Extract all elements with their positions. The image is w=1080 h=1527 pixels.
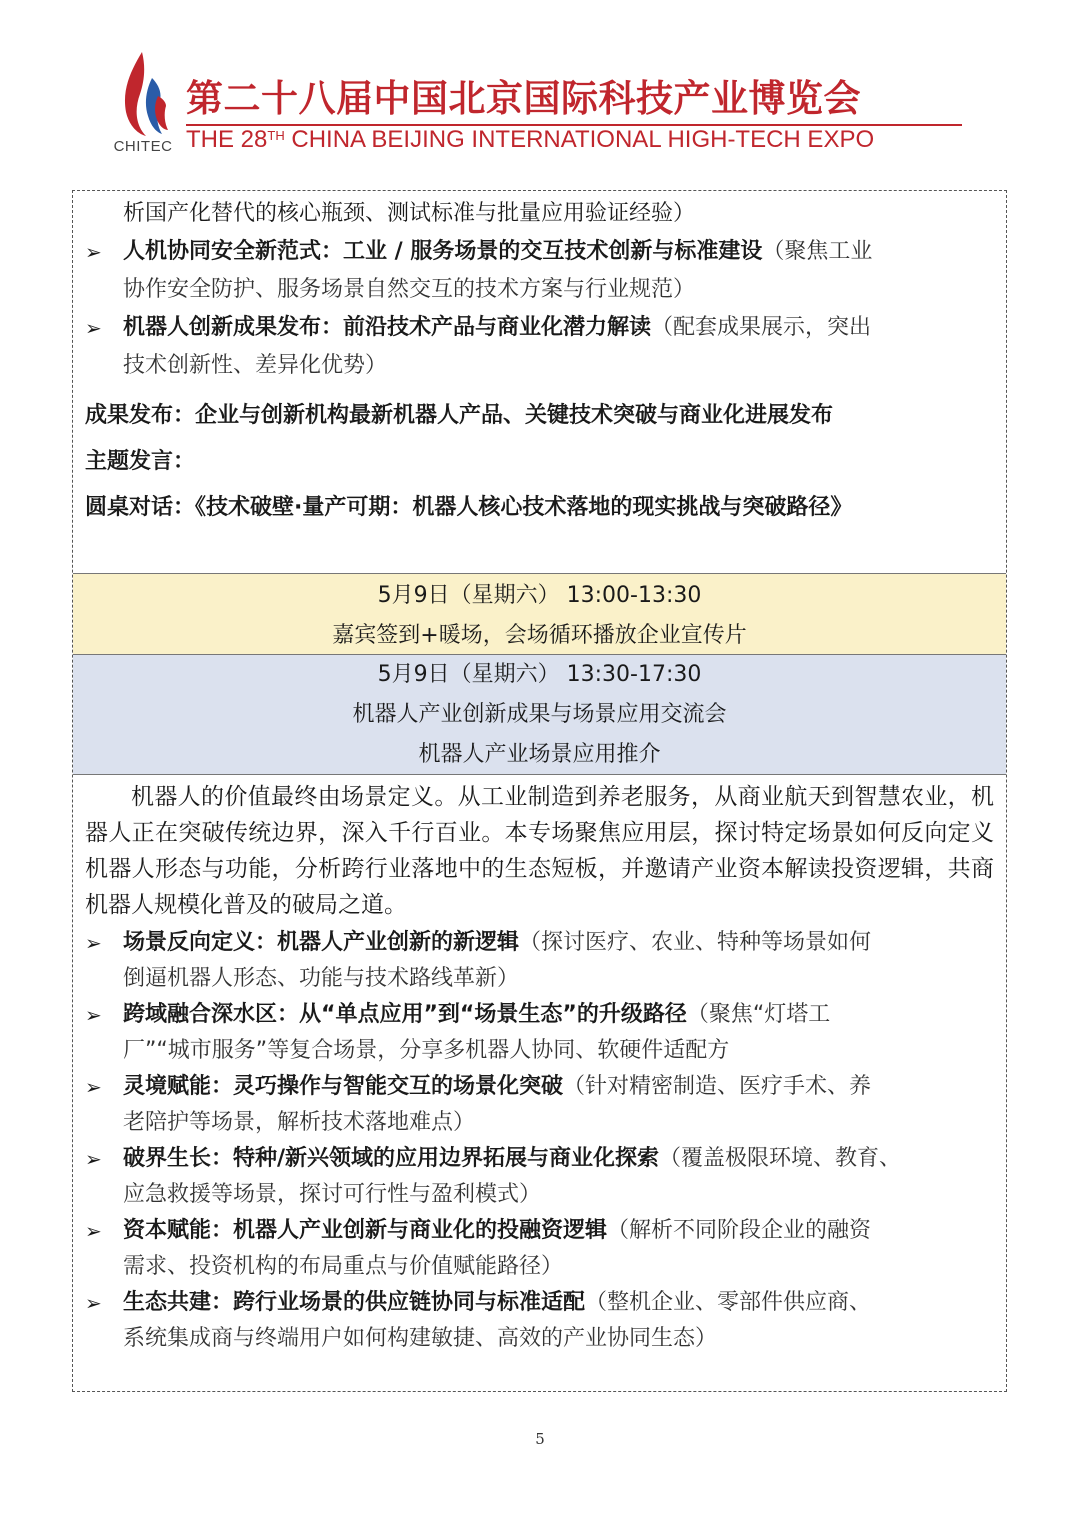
list-item: ➢ 资本赋能：机器人产业创新与商业化的投融资逻辑（解析不同阶段企业的融资 需求、投资机构的布局重点与价值赋能路径） (85, 1213, 994, 1285)
time-slot-exchange (73, 655, 1006, 775)
agenda-section-technology (73, 191, 1006, 573)
arrow-bullet-icon: ➢ (85, 1219, 102, 1243)
arrow-bullet-icon: ➢ (85, 1291, 102, 1315)
page-header (0, 0, 1080, 180)
chitec-logo (112, 50, 174, 162)
date-time: 5月9日（星期六） 13:30-17:30 (377, 662, 702, 687)
results-release-line: 成果发布：企业与创新机构最新机器人产品、关键技术突破与商业化进展发布 (85, 403, 834, 428)
roundtable-line: 圆桌对话：《技术破壁·量产可期：机器人核心技术落地的现实挑战与突破路径》 (85, 495, 853, 520)
arrow-bullet-icon: ➢ (85, 316, 102, 340)
arrow-bullet-icon: ➢ (85, 931, 102, 955)
continued-line: 析国产化替代的核心瓶颈、测试标准与批量应用验证经验） (123, 201, 696, 226)
list-item: ➢ 生态共建：跨行业场景的供应链协同与标准适配（整机企业、零部件供应商、 系统集成商与终端用户如何构建敏捷、高效的产业协同生态） (85, 1285, 994, 1357)
expo-title-english: THE 28TH CHINA BEIJING INTERNATIONAL HIGH-TECH EXPO (186, 126, 875, 153)
page-number: 5 (535, 1430, 545, 1448)
time-slot-checkin (73, 573, 1006, 655)
session-subtitle: 机器人产业场景应用推介 (418, 742, 661, 767)
list-item: ➢ 场景反向定义：机器人产业创新的新逻辑（探讨医疗、农业、特种等场景如何 倒逼机器人形态、功能与技术路线革新） (85, 925, 994, 997)
arrow-bullet-icon: ➢ (85, 1075, 102, 1099)
slot-description: 嘉宾签到+暖场，会场循环播放企业宣传片 (332, 623, 747, 648)
keynote-line: 主题发言： (85, 449, 196, 474)
session-title: 机器人产业创新成果与场景应用交流会 (352, 702, 727, 727)
arrow-bullet-icon: ➢ (85, 1147, 102, 1171)
list-item: ➢ 灵境赋能：灵巧操作与智能交互的场景化突破（针对精密制造、医疗手术、养 老陪护等场景，解析技术落地难点） (85, 1069, 994, 1141)
schedule-table (72, 190, 1007, 1392)
list-item: ➢ 破界生长：特种/新兴领域的应用边界拓展与商业化探索（覆盖极限环境、教育、 应急救援等场景，探讨可行性与盈利模式） (85, 1141, 994, 1213)
session-intro: 机器人的价值最终由场景定义。从工业制造到养老服务，从商业航天到智慧农业，机器人正在突破传统边界，深入千行百业。本专场聚焦应用层，探讨特定场景如何反向定义机器人形态与功能，分析跨行业落地中的生态短板，并邀请产业资本解读投资逻辑，共商机器人规模化普及的破局之道。 (85, 784, 994, 918)
flame-icon (112, 50, 174, 140)
arrow-bullet-icon: ➢ (85, 240, 102, 264)
list-item: ➢ 机器人创新成果发布：前沿技术产品与商业化潜力解读（配套成果展示，突出 技术创新性、差异化优势） (85, 309, 994, 385)
date-time: 5月9日（星期六） 13:00-13:30 (377, 583, 702, 608)
list-item: ➢ 跨域融合深水区：从“单点应用”到“场景生态”的升级路径（聚焦“灯塔工 厂”“城市服务”等复合场景，分享多机器人协同、软硬件适配方 (85, 997, 994, 1069)
list-item: ➢ 人机协同安全新范式：工业 / 服务场景的交互技术创新与标准建设（聚焦工业 协作安全防护、服务场景自然交互的技术方案与行业规范） (85, 233, 994, 309)
expo-title-chinese: 第二十八届中国北京国际科技产业博览会 (186, 76, 861, 120)
logo-text: CHITEC (113, 138, 173, 155)
agenda-section-applications (73, 775, 1006, 1391)
arrow-bullet-icon: ➢ (85, 1003, 102, 1027)
